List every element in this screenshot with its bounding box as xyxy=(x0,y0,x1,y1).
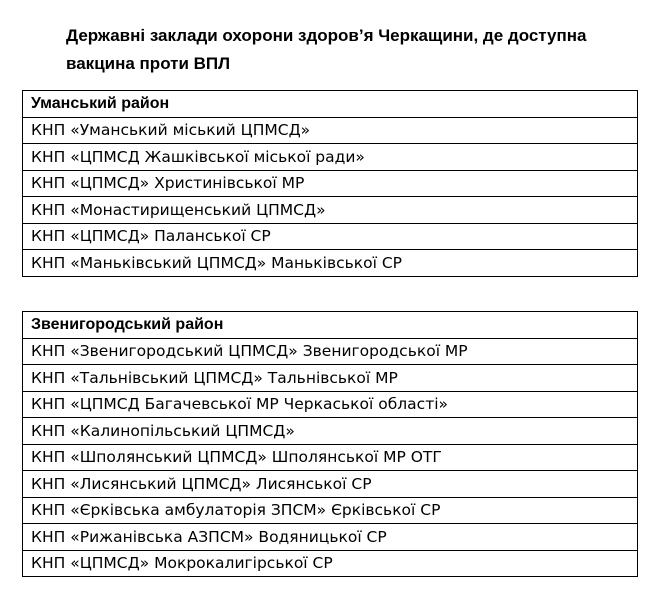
document-title: Державні заклади охорони здоров’я Черкащини, де доступна вакцина проти ВПЛ xyxy=(66,26,587,73)
facility-name: КНП «Звенигородський ЦПМСД» Звенигородської МР xyxy=(23,338,638,365)
table-row xyxy=(23,223,638,250)
table-header-row xyxy=(23,91,638,118)
facility-name: КНП «Рижанівська АЗПСМ» Водяницької СР xyxy=(23,524,638,551)
table-row xyxy=(23,250,638,277)
facility-name: КНП «Монастирищенський ЦПМСД» xyxy=(23,197,638,224)
table-row xyxy=(23,170,638,197)
table-row xyxy=(23,144,638,171)
table-row xyxy=(23,444,638,471)
facility-name: КНП «ЦПМСД» Христинівської МР xyxy=(23,170,638,197)
facility-name: КНП «Шполянський ЦПМСД» Шполянської МР ОТГ xyxy=(23,444,638,471)
facility-name: КНП «Маньківський ЦПМСД» Маньківської СР xyxy=(23,250,638,277)
facility-name: КНП «Лисянський ЦПМСД» Лисянської СР xyxy=(23,471,638,498)
facility-name: КНП «Калинопільський ЦПМСД» xyxy=(23,418,638,445)
zvenyhorodka-district-table xyxy=(22,311,638,577)
table-row xyxy=(23,497,638,524)
table-row xyxy=(23,418,638,445)
district-name: Уманський район xyxy=(23,91,638,118)
facility-name: КНП «Уманський міський ЦПМСД» xyxy=(23,117,638,144)
facility-name: КНП «Єрківська амбулаторія ЗПСМ» Єрківської СР xyxy=(23,497,638,524)
facility-name: КНП «ЦПМСД Жашківської міської ради» xyxy=(23,144,638,171)
facility-name: КНП «ЦПМСД» Паланської СР xyxy=(23,223,638,250)
uman-district-table xyxy=(22,90,638,277)
table-row xyxy=(23,550,638,577)
district-name: Звенигородський район xyxy=(23,312,638,339)
table-row xyxy=(23,117,638,144)
table-row xyxy=(23,365,638,392)
facility-name: КНП «ЦПМСД Багачевської МР Черкаської області» xyxy=(23,391,638,418)
facility-name: КНП «Тальнівський ЦПМСД» Тальнівської МР xyxy=(23,365,638,392)
table-row xyxy=(23,471,638,498)
table-header-row xyxy=(23,312,638,339)
facility-name: КНП «ЦПМСД» Мокрокалигірської СР xyxy=(23,550,638,577)
table-row xyxy=(23,197,638,224)
table-row xyxy=(23,391,638,418)
table-row xyxy=(23,338,638,365)
table-row xyxy=(23,524,638,551)
